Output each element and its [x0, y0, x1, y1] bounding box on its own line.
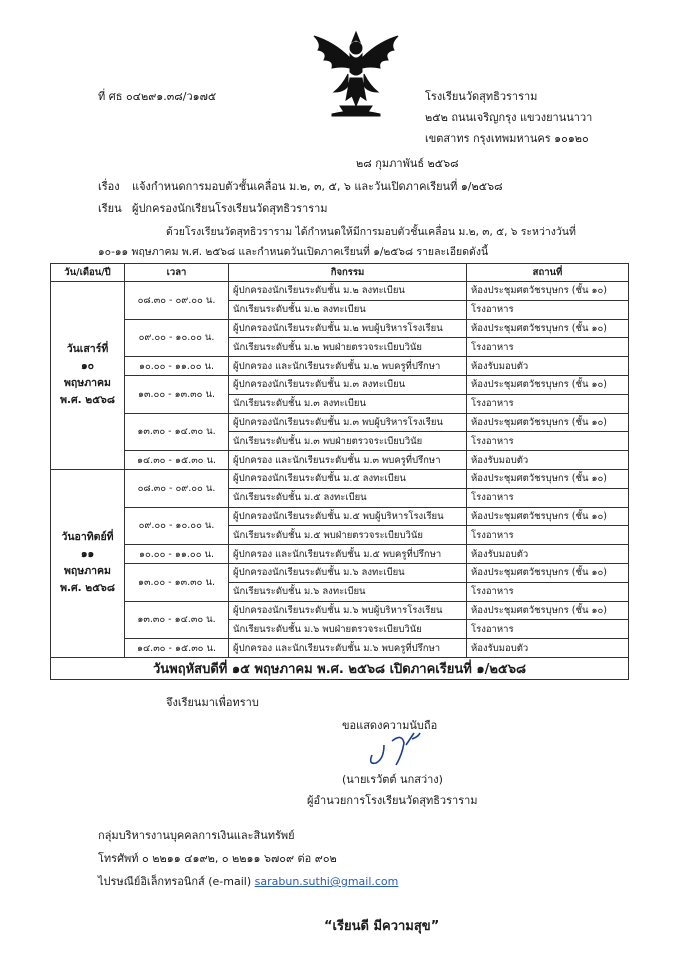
time-cell: ๑๐.๐๐ - ๑๑.๐๐ น. [125, 545, 229, 564]
schedule-table [50, 263, 629, 680]
body-line-2: ๑๐-๑๑ พฤษภาคม พ.ศ. ๒๕๖๘ และกำหนดวันเปิดภาคเรียนที่ ๑/๒๕๖๘ รายละเอียดดังนี้ [98, 246, 489, 258]
place-cell: ห้องประชุมศตวัชรบุษกร (ชั้น ๑๐) [467, 507, 629, 526]
day-month: พฤษภาคม [64, 565, 111, 578]
closing-inform: จึงเรียนมาเพื่อทราบ [166, 696, 259, 709]
closing-regards: ขอแสดงความนับถือ [342, 719, 438, 732]
place-cell: โรงอาหาร [467, 526, 629, 545]
activity-cell: ผู้ปกครองนักเรียนระดับชั้น ม.๒ พบผู้บริหารโรงเรียน [229, 319, 467, 338]
recipient-text: ผู้ปกครองนักเรียนโรงเรียนวัดสุทธิวราราม [132, 202, 328, 215]
activity-cell: นักเรียนระดับชั้น ม.๕ ลงทะเบียน [229, 488, 467, 507]
table-header-row [51, 264, 629, 282]
activity-cell: ผู้ปกครองนักเรียนระดับชั้น ม.๓ ลงทะเบียน [229, 375, 467, 394]
table-row [51, 357, 629, 376]
table-row [51, 601, 629, 620]
day-number: ๑๑ [80, 548, 95, 561]
column-header-activity: กิจกรรม [229, 264, 467, 282]
activity-cell: นักเรียนระดับชั้น ม.๓ พบฝ่ายตรวจระเบียบวินัย [229, 432, 467, 451]
school-name: โรงเรียนวัดสุทธิวราราม [425, 90, 538, 103]
document-date: ๒๘ กุมภาพันธ์ ๒๕๖๘ [356, 157, 459, 170]
activity-cell: นักเรียนระดับชั้น ม.๓ ลงทะเบียน [229, 394, 467, 413]
time-cell: ๐๙.๐๐ - ๑๐.๐๐ น. [125, 507, 229, 545]
address-line-1: ๒๕๒ ถนนเจริญกรุง แขวงยานนาวา [425, 111, 593, 124]
table-row [51, 639, 629, 658]
place-cell: โรงอาหาร [467, 488, 629, 507]
place-cell: ห้องรับมอบตัว [467, 545, 629, 564]
address-line-2: เขตสาทร กรุงเทพมหานคร ๑๐๑๒๐ [425, 132, 589, 145]
activity-cell: นักเรียนระดับชั้น ม.๒ พบฝ่ายตรวจระเบียบวินัย [229, 338, 467, 357]
table-footer-row [51, 657, 629, 679]
day-month: พฤษภาคม [64, 377, 111, 390]
time-cell: ๐๘.๓๐ - ๐๙.๐๐ น. [125, 469, 229, 507]
day-cell-saturday [51, 282, 125, 470]
place-cell: ห้องประชุมศตวัชรบุษกร (ชั้น ๑๐) [467, 469, 629, 488]
activity-cell: ผู้ปกครองนักเรียนระดับชั้น ม.๕ พบผู้บริหารโรงเรียน [229, 507, 467, 526]
table-row [51, 507, 629, 526]
place-cell: ห้องรับมอบตัว [467, 451, 629, 470]
place-cell: ห้องประชุมศตวัชรบุษกร (ชั้น ๑๐) [467, 319, 629, 338]
day-name: วันเสาร์ที่ [66, 343, 109, 356]
place-cell: โรงอาหาร [467, 338, 629, 357]
signature-icon [362, 725, 428, 769]
table-row [51, 375, 629, 394]
activity-cell: นักเรียนระดับชั้น ม.๖ พบฝ่ายตรวจระเบียบวินัย [229, 620, 467, 639]
time-cell: ๑๓.๐๐ - ๑๓.๓๐ น. [125, 375, 229, 413]
place-cell: ห้องประชุมศตวัชรบุษกร (ชั้น ๑๐) [467, 563, 629, 582]
activity-cell: ผู้ปกครองนักเรียนระดับชั้น ม.๖ ลงทะเบียน [229, 563, 467, 582]
school-motto: “เรียนดี มีความสุข” [324, 919, 440, 934]
place-cell: ห้องรับมอบตัว [467, 357, 629, 376]
table-row [51, 563, 629, 582]
day-name: วันอาทิตย์ที่ [61, 531, 114, 544]
day-year: พ.ศ. ๒๕๖๘ [60, 394, 115, 407]
contact-phone: โทรศัพท์ ๐ ๒๒๑๑ ๔๑๙๒, ๐ ๒๒๑๑ ๖๗๐๙ ต่อ ๙๐๒ [98, 852, 337, 865]
place-cell: ห้องประชุมศตวัชรบุษกร (ชั้น ๑๐) [467, 413, 629, 432]
time-cell: ๐๙.๐๐ - ๑๐.๐๐ น. [125, 319, 229, 357]
day-cell-sunday [51, 469, 125, 657]
contact-email-row [98, 872, 398, 890]
activity-cell: ผู้ปกครองนักเรียนระดับชั้น ม.๒ ลงทะเบียน [229, 282, 467, 301]
time-cell: ๑๔.๓๐ - ๑๕.๓๐ น. [125, 451, 229, 470]
activity-cell: ผู้ปกครองนักเรียนระดับชั้น ม.๖ พบผู้บริหารโรงเรียน [229, 601, 467, 620]
activity-cell: นักเรียนระดับชั้น ม.๒ ลงทะเบียน [229, 300, 467, 319]
table-row [51, 282, 629, 301]
place-cell: ห้องรับมอบตัว [467, 639, 629, 658]
time-cell: ๑๐.๐๐ - ๑๑.๐๐ น. [125, 357, 229, 376]
email-link[interactable]: sarabun.suthi@gmail.com [254, 875, 399, 888]
activity-cell: นักเรียนระดับชั้น ม.๖ ลงทะเบียน [229, 582, 467, 601]
place-cell: ห้องประชุมศตวัชรบุษกร (ชั้น ๑๐) [467, 601, 629, 620]
table-row [51, 545, 629, 564]
activity-cell: ผู้ปกครองนักเรียนระดับชั้น ม.๓ พบผู้บริหารโรงเรียน [229, 413, 467, 432]
signer-name: (นายเรวัตต์ นกสว่าง) [342, 773, 443, 786]
table-row [51, 451, 629, 470]
place-cell: โรงอาหาร [467, 582, 629, 601]
day-year: พ.ศ. ๒๕๖๘ [60, 582, 115, 595]
term-opening-notice: วันพฤหัสบดีที่ ๑๕ พฤษภาคม พ.ศ. ๒๕๖๘ เปิดภาคเรียนที่ ๑/๒๕๖๘ [51, 657, 629, 679]
place-cell: ห้องประชุมศตวัชรบุษกร (ชั้น ๑๐) [467, 282, 629, 301]
time-cell: ๑๓.๓๐ - ๑๔.๓๐ น. [125, 601, 229, 639]
activity-cell: ผู้ปกครอง และนักเรียนระดับชั้น ม.๖ พบครูที่ปรึกษา [229, 639, 467, 658]
activity-cell: ผู้ปกครองนักเรียนระดับชั้น ม.๕ ลงทะเบียน [229, 469, 467, 488]
activity-cell: นักเรียนระดับชั้น ม.๕ พบฝ่ายตรวจระเบียบวินัย [229, 526, 467, 545]
activity-cell: ผู้ปกครอง และนักเรียนระดับชั้น ม.๒ พบครูที่ปรึกษา [229, 357, 467, 376]
subject-text: แจ้งกำหนดการมอบตัวชั้นเคลื่อน ม.๒, ๓, ๕, ๖ และวันเปิดภาคเรียนที่ ๑/๒๕๖๘ [132, 180, 503, 193]
body-line-1: ด้วยโรงเรียนวัดสุทธิวราราม ได้กำหนดให้มีการมอบตัวชั้นเคลื่อน ม.๒, ๓, ๕, ๖ ระหว่างวันที่ [166, 226, 576, 238]
place-cell: โรงอาหาร [467, 394, 629, 413]
column-header-place: สถานที่ [467, 264, 629, 282]
contact-department: กลุ่มบริหารงานบุคคลการเงินและสินทรัพย์ [98, 829, 295, 842]
subject-label: เรื่อง [98, 180, 120, 193]
place-cell: ห้องประชุมศตวัชรบุษกร (ชั้น ๑๐) [467, 375, 629, 394]
time-cell: ๑๓.๐๐ - ๑๓.๓๐ น. [125, 563, 229, 601]
document-number: ที่ ศธ ๐๔๒๙๑.๓๘/ว๑๗๕ [98, 90, 217, 103]
activity-cell: ผู้ปกครอง และนักเรียนระดับชั้น ม.๕ พบครูที่ปรึกษา [229, 545, 467, 564]
recipient-label: เรียน [98, 202, 122, 215]
time-cell: ๑๔.๓๐ - ๑๕.๓๐ น. [125, 639, 229, 658]
activity-cell: ผู้ปกครอง และนักเรียนระดับชั้น ม.๓ พบครูที่ปรึกษา [229, 451, 467, 470]
time-cell: ๑๓.๓๐ - ๑๔.๓๐ น. [125, 413, 229, 451]
column-header-time: เวลา [125, 264, 229, 282]
email-label: ไปรษณีย์อิเล็กทรอนิกส์ (e-mail) [98, 875, 252, 888]
column-header-date: วัน/เดือน/ปี [51, 264, 125, 282]
place-cell: โรงอาหาร [467, 620, 629, 639]
table-row [51, 319, 629, 338]
time-cell: ๐๘.๓๐ - ๐๙.๐๐ น. [125, 282, 229, 320]
day-number: ๑๐ [80, 360, 95, 373]
table-row [51, 469, 629, 488]
place-cell: โรงอาหาร [467, 300, 629, 319]
garuda-emblem-icon [304, 28, 408, 120]
table-row [51, 413, 629, 432]
signer-title: ผู้อำนวยการโรงเรียนวัดสุทธิวราราม [307, 794, 478, 807]
place-cell: โรงอาหาร [467, 432, 629, 451]
